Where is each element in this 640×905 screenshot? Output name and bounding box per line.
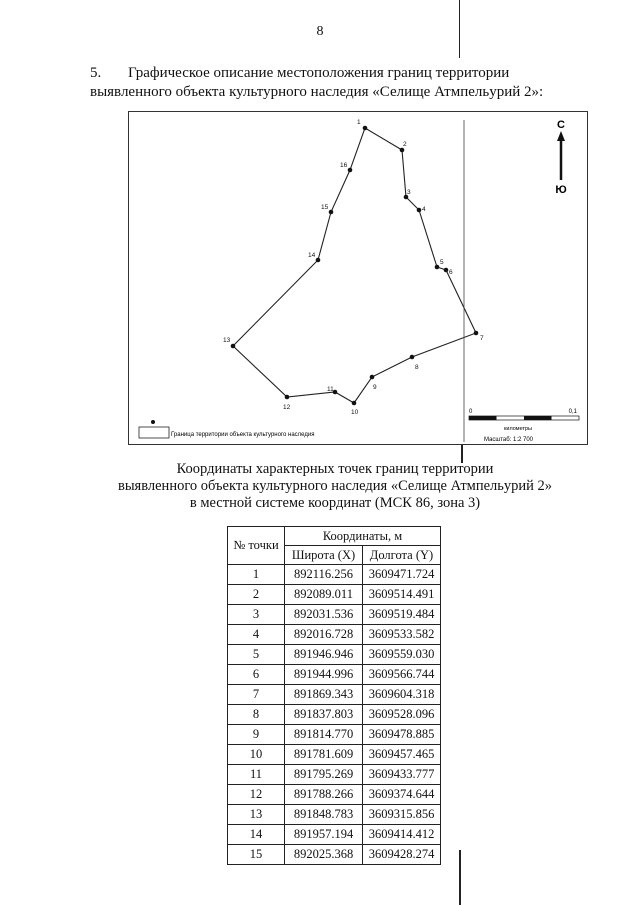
boundary-point-marker (474, 331, 479, 336)
boundary-point-marker (285, 395, 290, 400)
point-number-cell: 13 (228, 805, 285, 825)
longitude-cell: 3609528.096 (363, 705, 441, 725)
table-row (228, 565, 441, 585)
point-number-cell: 5 (228, 645, 285, 665)
table-caption-line1: Координаты характерных точек границ территории (176, 461, 494, 477)
section-title-line2: выявленного объекта культурного наследия «Селище Атмпельурий 2»: (90, 84, 544, 100)
scale-zero-label: 0 (469, 409, 473, 415)
scale-bar (469, 409, 579, 443)
latitude-cell: 891944.996 (285, 665, 363, 685)
legend (139, 420, 314, 438)
boundary-point-label: 11 (327, 386, 334, 393)
point-number-cell: 2 (228, 585, 285, 605)
longitude-cell: 3609414.412 (363, 825, 441, 845)
section-title-line1: Графическое описание местоположения границ территории (128, 65, 510, 81)
point-number-cell: 12 (228, 785, 285, 805)
table-row (228, 845, 441, 865)
page-number: 8 (316, 24, 324, 39)
table-caption-line2: выявленного объекта культурного наследия «Селище Атмпельурий 2» (117, 478, 553, 494)
longitude-cell: 3609428.274 (363, 845, 441, 865)
boundary-point-label: 2 (403, 141, 407, 148)
latitude-cell: 891837.803 (285, 705, 363, 725)
scan-artifact-line (459, 850, 461, 905)
boundary-point-marker (316, 258, 321, 263)
latitude-cell: 892089.011 (285, 585, 363, 605)
latitude-cell: 891788.266 (285, 785, 363, 805)
boundary-point-label: 6 (449, 269, 453, 276)
boundary-point-marker (363, 126, 368, 131)
boundary-point-marker (231, 344, 236, 349)
boundary-point-marker (329, 210, 334, 215)
latitude-cell: 892025.368 (285, 845, 363, 865)
point-number-cell: 14 (228, 825, 285, 845)
boundary-point-marker (417, 208, 422, 213)
table-row (228, 665, 441, 685)
table-row (228, 785, 441, 805)
table-row (228, 725, 441, 745)
latitude-cell: 891814.770 (285, 725, 363, 745)
table-caption-line3: в местной системе координат (МСК 86, зона 3) (189, 495, 481, 511)
boundary-point-label: 7 (480, 335, 484, 342)
boundary-point-label: 16 (340, 162, 348, 169)
boundary-point-marker (444, 268, 449, 273)
boundary-point-marker (352, 401, 357, 406)
boundary-map (128, 111, 588, 445)
compass-south-label: Ю (555, 184, 567, 196)
boundary-point-label: 1 (357, 119, 361, 126)
point-number-cell: 15 (228, 845, 285, 865)
table-row (228, 645, 441, 665)
latitude-cell: 892116.256 (285, 565, 363, 585)
table-header-lon: Долгота (Y) (363, 546, 441, 565)
table-row (228, 825, 441, 845)
latitude-cell: 891869.343 (285, 685, 363, 705)
point-number-cell: 3 (228, 605, 285, 625)
table-row (228, 805, 441, 825)
boundary-map-svg (129, 112, 589, 446)
compass-north-label: С (557, 119, 565, 131)
latitude-cell: 891848.783 (285, 805, 363, 825)
point-number-cell: 10 (228, 745, 285, 765)
point-number-cell: 9 (228, 725, 285, 745)
boundary-point-marker (435, 265, 440, 270)
table-header-point: № точки (228, 527, 285, 565)
longitude-cell: 3609559.030 (363, 645, 441, 665)
table-row (228, 745, 441, 765)
point-number-cell: 4 (228, 625, 285, 645)
point-number-cell: 11 (228, 765, 285, 785)
boundary-point-label: 4 (422, 206, 426, 213)
section-number: 5. (90, 65, 102, 81)
scale-bar-segment (524, 416, 552, 420)
coordinates-table (227, 526, 441, 865)
boundary-point-marker (410, 355, 415, 360)
latitude-cell: 891957.194 (285, 825, 363, 845)
longitude-cell: 3609604.318 (363, 685, 441, 705)
longitude-cell: 3609315.856 (363, 805, 441, 825)
latitude-cell: 891946.946 (285, 645, 363, 665)
latitude-cell: 892016.728 (285, 625, 363, 645)
boundary-point-label: 5 (440, 259, 444, 266)
boundary-point-label: 12 (283, 404, 291, 411)
scale-unit-label: километры (504, 426, 532, 432)
table-header-coords: Координаты, м (285, 527, 441, 546)
table-row (228, 765, 441, 785)
scale-end-label: 0,1 (568, 409, 577, 415)
boundary-point-label: 10 (351, 409, 359, 416)
latitude-cell: 892031.536 (285, 605, 363, 625)
legend-box-icon (139, 427, 169, 438)
longitude-cell: 3609566.744 (363, 665, 441, 685)
boundary-point-marker (370, 375, 375, 380)
boundary-point-label: 14 (308, 252, 316, 259)
compass (555, 119, 566, 196)
latitude-cell: 891781.609 (285, 745, 363, 765)
table-header-lat: Широта (X) (285, 546, 363, 565)
table-row (228, 625, 441, 645)
point-number-cell: 7 (228, 685, 285, 705)
legend-point-icon (151, 420, 155, 424)
boundary-point-marker (348, 168, 353, 173)
boundary-point-marker (400, 148, 405, 153)
point-number-cell: 8 (228, 705, 285, 725)
scan-artifact-line (459, 0, 460, 58)
boundary-point-label: 3 (407, 189, 411, 196)
longitude-cell: 3609433.777 (363, 765, 441, 785)
table-row (228, 605, 441, 625)
latitude-cell: 891795.269 (285, 765, 363, 785)
longitude-cell: 3609533.582 (363, 625, 441, 645)
longitude-cell: 3609471.724 (363, 565, 441, 585)
point-number-cell: 1 (228, 565, 285, 585)
boundary-point-label: 9 (373, 384, 377, 391)
section-heading (90, 64, 580, 102)
longitude-cell: 3609514.491 (363, 585, 441, 605)
boundary-point-label: 15 (321, 204, 329, 211)
section-heading-line1 (90, 64, 580, 83)
scale-bar-segment (469, 416, 497, 420)
table-row (228, 705, 441, 725)
point-number-cell: 6 (228, 665, 285, 685)
longitude-cell: 3609457.465 (363, 745, 441, 765)
longitude-cell: 3609478.885 (363, 725, 441, 745)
longitude-cell: 3609374.644 (363, 785, 441, 805)
table-row (228, 585, 441, 605)
longitude-cell: 3609519.484 (363, 605, 441, 625)
scale-ratio-label: Масштаб: 1:2 700 (484, 437, 534, 443)
boundary-point-label: 13 (223, 337, 231, 344)
boundary-point-label: 8 (415, 364, 419, 371)
legend-label: Граница территории объекта культурного наследия (171, 432, 315, 438)
table-row (228, 685, 441, 705)
